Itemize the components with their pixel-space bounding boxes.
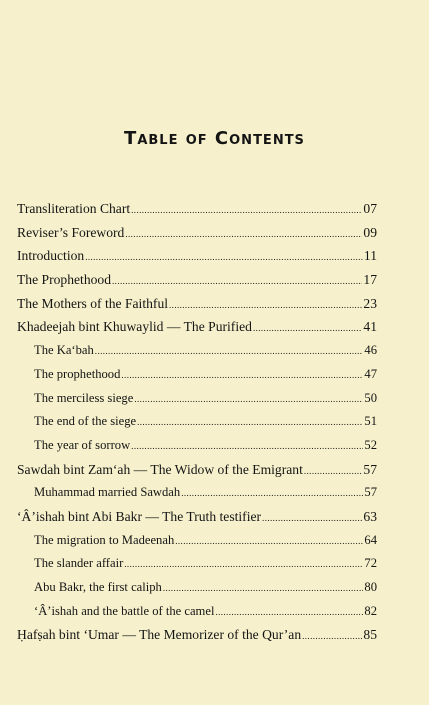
toc-entry	[0, 485, 429, 509]
toc-entry	[0, 225, 429, 249]
toc-entry-page-number: 23	[363, 295, 377, 311]
dot-leader	[124, 559, 374, 569]
page-title: Table of Contents	[124, 128, 305, 149]
dot-leader	[215, 607, 374, 617]
dot-leader	[137, 417, 374, 427]
toc-entry	[0, 296, 429, 320]
toc-entry	[0, 248, 429, 272]
toc-entry-page-number: 57	[363, 461, 377, 477]
dot-leader	[131, 441, 374, 451]
dot-leader	[253, 323, 374, 333]
toc-entry	[0, 201, 429, 225]
toc-entry-label: The migration to Madeenah	[34, 532, 175, 547]
toc-entry-label: Khadeejah bint Khuwaylid — The Purified	[17, 319, 252, 335]
toc-entry-page-number: 80	[364, 580, 377, 594]
dot-leader	[175, 536, 374, 546]
toc-entry-label: Reviser’s Foreword	[17, 224, 125, 240]
toc-entry-page-number: 85	[363, 627, 377, 643]
toc-entry	[0, 319, 429, 343]
toc-entry-page-number: 17	[363, 272, 377, 288]
dot-leader	[163, 583, 374, 593]
toc-entry	[0, 272, 429, 296]
toc-entry-label: Abu Bakr, the first caliph	[34, 580, 162, 594]
toc-entry	[0, 438, 429, 462]
toc-entry-page-number: 11	[363, 248, 377, 264]
toc-entry	[0, 462, 429, 486]
toc-entry-page-number: 47	[364, 366, 377, 381]
toc-entry	[0, 556, 429, 580]
toc-entry	[0, 533, 429, 557]
dot-leader	[169, 300, 374, 310]
toc-entry-page-number: 51	[364, 414, 377, 429]
toc-entry-label: Transliteration Chart	[17, 201, 131, 216]
toc-entry-label: The Prophethood	[17, 272, 112, 288]
toc-entry-label: The Ka‘bah	[34, 343, 94, 358]
toc-entry-page-number: 09	[363, 224, 377, 240]
toc-entry-page-number: 46	[364, 343, 377, 358]
table-of-contents	[0, 201, 429, 651]
toc-entry	[0, 604, 429, 628]
dot-leader	[134, 394, 374, 404]
dot-leader	[95, 346, 374, 356]
toc-entry-label: Introduction	[17, 248, 85, 264]
toc-entry-page-number: 57	[364, 485, 377, 500]
dot-leader	[121, 370, 374, 380]
toc-entry-page-number: 52	[364, 437, 377, 452]
toc-entry-page-number: 07	[363, 201, 377, 216]
toc-entry-page-number: 72	[364, 556, 377, 571]
dot-leader	[125, 229, 374, 239]
dot-leader	[181, 488, 374, 498]
dot-leader	[262, 513, 374, 523]
toc-entry-label: Sawdah bint Zam‘ah — The Widow of the Emigrant	[17, 461, 303, 477]
toc-entry-page-number: 50	[364, 390, 377, 405]
toc-entry	[0, 414, 429, 438]
toc-entry-label: The year of sorrow	[34, 437, 131, 452]
toc-entry-label: ‘Â’ishah bint Abi Bakr — The Truth testifier	[17, 508, 262, 524]
toc-entry-page-number: 64	[364, 532, 377, 547]
toc-entry	[0, 509, 429, 533]
toc-entry	[0, 367, 429, 391]
toc-entry-label: ‘Â’ishah and the battle of the camel	[34, 603, 215, 618]
toc-entry-label: The prophethood	[34, 366, 121, 381]
toc-entry-label: The slander affair	[34, 556, 124, 571]
toc-entry-page-number: 41	[363, 319, 377, 335]
toc-entry-label: The merciless siege	[34, 390, 134, 405]
dot-leader	[112, 276, 374, 286]
toc-entry	[0, 627, 429, 651]
toc-entry-page-number: 63	[363, 508, 377, 524]
toc-entry-page-number: 82	[364, 603, 377, 618]
toc-entry	[0, 391, 429, 415]
toc-entry-label: The Mothers of the Faithful	[17, 295, 169, 311]
dot-leader	[131, 205, 374, 215]
toc-entry	[0, 343, 429, 367]
toc-entry	[0, 580, 429, 604]
dot-leader	[85, 252, 374, 262]
toc-entry-label: Ḥafṣah bint ‘Umar — The Memorizer of the Qur’an	[17, 627, 302, 643]
toc-entry-label: The end of the siege	[34, 414, 137, 429]
toc-entry-label: Muhammad married Sawdah	[34, 485, 181, 500]
